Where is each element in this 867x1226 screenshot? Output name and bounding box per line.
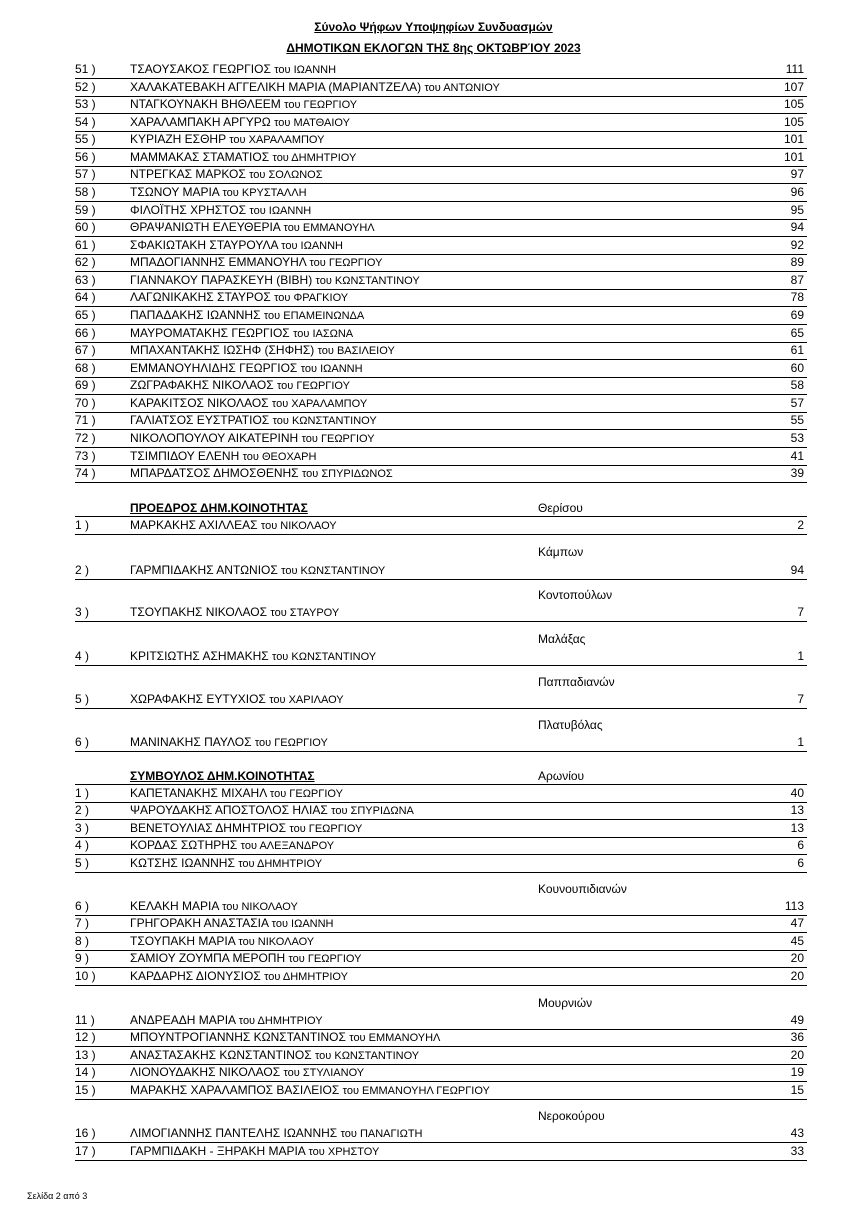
table-row bbox=[75, 802, 807, 820]
patronymic: του ΧΑΡΑΛΑΜΠΟΥ bbox=[271, 397, 368, 410]
row-number: 74 ) bbox=[75, 466, 96, 481]
table-row bbox=[75, 785, 807, 803]
candidate-name: ΜΠΟΥΝΤΡΟΓΙΑΝΝΗΣ ΚΩΝΣΤΑΝΤΙΝΟΣ bbox=[130, 1030, 346, 1044]
candidate-name: ΦΙΛΟΪΤΗΣ ΧΡΗΣΤΟΣ bbox=[130, 202, 247, 217]
vote-count: 6 bbox=[797, 856, 804, 870]
patronymic: του ΝΙΚΟΛΑΟΥ bbox=[238, 936, 315, 948]
row-number: 1 ) bbox=[75, 786, 90, 800]
candidate-cell bbox=[130, 237, 343, 254]
patronymic: του ΒΑΣΙΛΕΙΟΥ bbox=[317, 345, 395, 358]
patronymic: του ΕΜΜΑΝΟΥΗΛ bbox=[349, 1032, 441, 1044]
candidate-name: ΚΕΛΑΚΗ ΜΑΡΙΑ bbox=[130, 899, 219, 913]
row-number: 64 ) bbox=[75, 290, 96, 305]
location-label: Κοντοπούλων bbox=[538, 588, 613, 602]
candidate-name: ΚΑΡΑΚΙΤΣΟΣ ΝΙΚΟΛΑΟΣ bbox=[130, 395, 269, 410]
candidate-name: ΛΙΟΝΟΥΔΑΚΗΣ ΝΙΚΟΛΑΟΣ bbox=[130, 1065, 281, 1079]
row-number: 5 ) bbox=[75, 856, 90, 870]
row-number: 8 ) bbox=[75, 934, 90, 948]
table-row bbox=[75, 254, 807, 272]
candidate-cell bbox=[130, 837, 334, 854]
patronymic: του ΙΑΣΩΝΑ bbox=[293, 327, 354, 340]
candidate-cell bbox=[130, 1012, 323, 1029]
patronymic: του ΣΤΑΥΡΟΥ bbox=[270, 607, 340, 619]
row-number: 56 ) bbox=[75, 149, 96, 164]
row-number: 5 ) bbox=[75, 692, 90, 706]
candidate-name: ΤΣΙΜΠΙΔΟΥ ΕΛΕΝΗ bbox=[130, 448, 240, 463]
table-row bbox=[75, 465, 807, 483]
location-label: Θερίσου bbox=[538, 501, 583, 515]
page-title: Σύνολο Ψήφων Υποψηφίων Συνδυασμών bbox=[314, 20, 553, 34]
vote-count: 43 bbox=[790, 1126, 804, 1140]
patronymic: του ΕΜΜΑΝΟΥΗΛ ΓΕΩΡΓΙΟΥ bbox=[342, 1085, 490, 1097]
candidate-name: ΜΑΡΑΚΗΣ ΧΑΡΑΛΑΜΠΟΣ ΒΑΣΙΛΕΙΟΣ bbox=[130, 1083, 340, 1097]
location-label: Νεροκούρου bbox=[538, 1109, 605, 1123]
row-number: 2 ) bbox=[75, 803, 90, 817]
candidate-cell bbox=[130, 360, 363, 377]
vote-count: 95 bbox=[790, 202, 804, 217]
patronymic: του ΝΙΚΟΛΑΟΥ bbox=[222, 901, 298, 913]
vote-count: 41 bbox=[790, 448, 804, 463]
row-number: 4 ) bbox=[75, 838, 90, 852]
patronymic: του ΣΠΥΡΙΔΩΝΑ bbox=[331, 805, 414, 817]
candidate-name: ΤΣΩΝΟΥ ΜΑΡΙΑ bbox=[130, 184, 220, 199]
patronymic: του ΙΩΑΝΝΗ bbox=[249, 204, 312, 217]
patronymic: του ΔΗΜΗΤΡΙΟΥ bbox=[272, 151, 357, 164]
row-number: 63 ) bbox=[75, 272, 96, 287]
row-number: 6 ) bbox=[75, 735, 90, 749]
table-row bbox=[75, 1143, 807, 1161]
patronymic: του ΣΠΥΡΙΔΩΝΟΣ bbox=[301, 468, 393, 481]
table-row bbox=[75, 377, 807, 395]
candidate-name: ΝΤΡΕΓΚΑΣ ΜΑΡΚΟΣ bbox=[130, 167, 246, 182]
table-row bbox=[75, 360, 807, 378]
patronymic: του ΚΩΝΣΤΑΝΤΙΝΟΥ bbox=[272, 415, 377, 428]
patronymic: του ΚΩΝΣΤΑΝΤΙΝΟΥ bbox=[314, 1050, 420, 1062]
patronymic: του ΓΕΩΡΓΙΟΥ bbox=[288, 953, 362, 965]
candidate-name: ΠΑΠΑΔΑΚΗΣ ΙΩΑΝΝΗΣ bbox=[130, 307, 261, 322]
candidate-cell bbox=[130, 933, 314, 950]
row-number: 52 ) bbox=[75, 79, 96, 94]
candidate-cell bbox=[130, 289, 348, 306]
vote-count: 40 bbox=[790, 786, 804, 800]
candidate-name: ΓΑΡΜΠΙΔΑΚΗ - ΞΗΡΑΚΗ ΜΑΡΙΑ bbox=[130, 1144, 306, 1158]
table-row bbox=[75, 691, 807, 709]
candidate-cell bbox=[130, 562, 385, 579]
row-number: 57 ) bbox=[75, 167, 96, 182]
vote-count: 65 bbox=[790, 325, 804, 340]
table-row bbox=[75, 1029, 807, 1047]
row-number: 70 ) bbox=[75, 395, 96, 410]
vote-count: 13 bbox=[790, 803, 804, 817]
table-row bbox=[75, 184, 807, 202]
vote-count: 60 bbox=[790, 360, 804, 375]
candidate-cell bbox=[130, 219, 375, 236]
table-row bbox=[75, 96, 807, 114]
patronymic: του ΓΕΩΡΓΙΟΥ bbox=[276, 380, 350, 393]
row-number: 6 ) bbox=[75, 899, 90, 913]
table-row bbox=[75, 915, 807, 933]
candidate-cell bbox=[130, 61, 336, 78]
vote-count: 78 bbox=[790, 290, 804, 305]
table-row bbox=[75, 734, 807, 752]
vote-count: 49 bbox=[790, 1013, 804, 1027]
vote-count: 20 bbox=[790, 951, 804, 965]
row-number: 60 ) bbox=[75, 220, 96, 235]
table-row bbox=[75, 933, 807, 951]
table-row bbox=[75, 1125, 807, 1143]
vote-count: 45 bbox=[790, 934, 804, 948]
row-number: 7 ) bbox=[75, 916, 90, 930]
candidate-cell bbox=[130, 802, 414, 819]
vote-count: 57 bbox=[790, 395, 804, 410]
candidate-name: ΜΑΥΡΟΜΑΤΑΚΗΣ ΓΕΩΡΓΙΟΣ bbox=[130, 325, 290, 340]
candidate-name: ΜΑΜΜΑΚΑΣ ΣΤΑΜΑΤΙΟΣ bbox=[130, 149, 270, 164]
candidate-name: ΑΝΔΡΕΑΔΗ ΜΑΡΙΑ bbox=[130, 1013, 236, 1027]
patronymic: του ΓΕΩΡΓΙΟΥ bbox=[284, 99, 358, 112]
vote-count: 39 bbox=[790, 466, 804, 481]
candidate-name: ΚΟΡΔΑΣ ΣΩΤΗΡΗΣ bbox=[130, 838, 238, 852]
candidate-cell bbox=[130, 448, 316, 465]
vote-count: 1 bbox=[797, 649, 804, 663]
location-label: Κάμπων bbox=[538, 545, 584, 559]
candidate-name: ΛΙΜΟΓΙΑΝΝΗΣ ΠΑΝΤΕΛΗΣ ΙΩΑΝΝΗΣ bbox=[130, 1126, 338, 1140]
candidate-cell bbox=[130, 166, 323, 183]
patronymic: του ΝΙΚΟΛΑΟΥ bbox=[260, 520, 337, 532]
vote-count: 105 bbox=[783, 97, 804, 112]
row-number: 59 ) bbox=[75, 202, 96, 217]
vote-count: 20 bbox=[790, 1048, 804, 1062]
table-row bbox=[75, 1082, 807, 1100]
row-number: 58 ) bbox=[75, 184, 96, 199]
patronymic: του ΙΩΑΝΝΗ bbox=[300, 362, 363, 375]
patronymic: του ΜΑΤΘΑΙΟΥ bbox=[274, 116, 350, 129]
patronymic: του ΧΑΡΑΛΑΜΠΟΥ bbox=[229, 134, 325, 147]
candidate-name: ΝΤΑΓΚΟΥΝΑΚΗ ΒΗΘΛΕΕΜ bbox=[130, 97, 281, 112]
vote-count: 97 bbox=[790, 167, 804, 182]
candidate-cell bbox=[130, 517, 337, 534]
vote-count: 33 bbox=[790, 1144, 804, 1158]
candidate-name: ΓΑΛΙΑΤΣΟΣ ΕΥΣΤΡΑΤΙΟΣ bbox=[130, 413, 270, 428]
table-row bbox=[75, 562, 807, 580]
table-row bbox=[75, 820, 807, 838]
candidate-cell bbox=[130, 202, 311, 219]
candidate-name: ΓΙΑΝΝΑΚΟΥ ΠΑΡΑΣΚΕΥΗ (ΒΙΒΗ) bbox=[130, 272, 313, 287]
patronymic: του ΣΤΥΛΙΑΝΟΥ bbox=[283, 1067, 365, 1079]
candidate-name: ΨΑΡΟΥΔΑΚΗΣ ΑΠΟΣΤΟΛΟΣ ΗΛΙΑΣ bbox=[130, 803, 328, 817]
row-number: 51 ) bbox=[75, 62, 96, 76]
candidate-name: ΧΑΡΑΛΑΜΠΑΚΗ ΑΡΓΥΡΩ bbox=[130, 114, 271, 129]
patronymic: του ΚΩΝΣΤΑΝΤΙΝΟΥ bbox=[315, 274, 420, 287]
candidate-cell bbox=[130, 184, 307, 201]
row-number: 11 ) bbox=[75, 1013, 95, 1027]
vote-count: 89 bbox=[790, 255, 804, 270]
candidate-name: ΤΣΑΟΥΣΑΚΟΣ ΓΕΩΡΓΙΟΣ bbox=[130, 62, 271, 76]
candidate-name: ΜΑΝΙΝΑΚΗΣ ΠΑΥΛΟΣ bbox=[130, 735, 252, 749]
patronymic: του ΦΡΑΓΚΙΟΥ bbox=[274, 292, 349, 305]
vote-count: 87 bbox=[790, 272, 804, 287]
candidate-cell bbox=[130, 114, 350, 131]
patronymic: του ΙΩΑΝΝΗ bbox=[271, 918, 334, 930]
candidate-cell bbox=[130, 307, 364, 324]
patronymic: του ΔΗΜΗΤΡΙΟΥ bbox=[238, 1015, 323, 1027]
vote-count: 69 bbox=[790, 307, 804, 322]
candidate-cell bbox=[130, 1047, 419, 1064]
vote-count: 36 bbox=[790, 1030, 804, 1044]
patronymic: του ΚΩΝΣΤΑΝΤΙΝΟΥ bbox=[281, 565, 386, 577]
vote-count: 7 bbox=[797, 692, 804, 706]
table-row bbox=[75, 272, 807, 290]
vote-count: 55 bbox=[790, 413, 804, 428]
vote-count: 101 bbox=[783, 132, 804, 147]
candidate-cell bbox=[130, 898, 298, 915]
candidate-cell bbox=[130, 465, 393, 482]
candidate-cell bbox=[130, 968, 348, 985]
vote-count: 13 bbox=[790, 821, 804, 835]
location-label: Μαλάξας bbox=[538, 632, 586, 646]
table-row bbox=[75, 430, 807, 448]
patronymic: του ΧΑΡΙΛΑΟΥ bbox=[269, 694, 344, 706]
location-label: Αρωνίου bbox=[538, 769, 585, 783]
candidate-name: ΖΩΓΡΑΦΑΚΗΣ ΝΙΚΟΛΑΟΣ bbox=[130, 378, 274, 393]
table-row bbox=[75, 307, 807, 325]
patronymic: του ΔΗΜΗΤΡΙΟΥ bbox=[238, 858, 323, 870]
candidate-name: ΓΑΡΜΠΙΔΑΚΗΣ ΑΝΤΩΝΙΟΣ bbox=[130, 563, 278, 577]
table-row bbox=[75, 950, 807, 968]
location-label: Παππαδιανών bbox=[538, 675, 615, 689]
candidate-name: ΧΑΛΑΚΑΤΕΒΑΚΗ ΑΓΓΕΛΙΚΗ ΜΑΡΙΑ (ΜΑΡΙΑΝΤΖΕΛΑ) bbox=[130, 79, 422, 94]
table-row bbox=[75, 517, 807, 535]
row-number: 17 ) bbox=[75, 1144, 96, 1158]
patronymic: του ΙΩΑΝΝΗ bbox=[274, 64, 337, 76]
candidate-name: ΤΣΟΥΠΑΚΗ ΜΑΡΙΑ bbox=[130, 934, 236, 948]
patronymic: του ΑΝΤΩΝΙΟΥ bbox=[424, 81, 500, 94]
candidate-cell bbox=[130, 272, 420, 289]
candidate-cell bbox=[130, 734, 328, 751]
table-row bbox=[75, 237, 807, 255]
page-subtitle: ΔΗΜΟΤΙΚΩΝ ΕΚΛΟΓΩΝ ΤΗΣ 8ης ΟΚΤΩΒΡΊΟΥ 2023 bbox=[286, 41, 581, 55]
table-row bbox=[75, 604, 807, 622]
candidate-name: ΚΩΤΣΗΣ ΙΩΑΝΝΗΣ bbox=[130, 856, 235, 870]
table-row bbox=[75, 79, 807, 97]
row-number: 71 ) bbox=[75, 413, 96, 428]
table-row bbox=[75, 968, 807, 986]
row-number: 67 ) bbox=[75, 343, 96, 358]
row-number: 72 ) bbox=[75, 430, 96, 445]
vote-count: 94 bbox=[790, 563, 804, 577]
table-row bbox=[75, 219, 807, 237]
row-number: 54 ) bbox=[75, 114, 96, 129]
row-number: 16 ) bbox=[75, 1126, 96, 1140]
candidate-name: ΓΡΗΓΟΡΑΚΗ ΑΝΑΣΤΑΣΙΑ bbox=[130, 916, 269, 930]
vote-count: 113 bbox=[784, 899, 804, 913]
table-row bbox=[75, 855, 807, 873]
vote-count: 101 bbox=[783, 149, 804, 164]
patronymic: του ΕΠΑΜΕΙΝΩΝΔΑ bbox=[263, 309, 365, 322]
candidate-cell bbox=[130, 604, 339, 621]
candidate-name: ΘΡΑΨΑΝΙΩΤΗ ΕΛΕΥΘΕΡΙΑ bbox=[130, 220, 281, 235]
candidate-cell bbox=[130, 648, 376, 665]
row-number: 61 ) bbox=[75, 237, 96, 252]
candidate-cell bbox=[130, 395, 367, 412]
candidate-name: ΚΥΡΙΑΖΗ ΕΣΘΗΡ bbox=[130, 132, 226, 147]
candidate-name: ΒΕΝΕΤΟΥΛΙΑΣ ΔΗΜΗΤΡΙΟΣ bbox=[130, 821, 287, 835]
patronymic: του ΧΡΗΣΤΟΥ bbox=[308, 1146, 380, 1158]
candidate-cell bbox=[130, 785, 343, 802]
page-footer: Σελίδα 2 από 3 bbox=[27, 1191, 88, 1201]
candidate-cell bbox=[130, 820, 362, 837]
table-row bbox=[75, 131, 807, 149]
table-row bbox=[75, 1064, 807, 1082]
vote-count: 105 bbox=[783, 114, 804, 129]
vote-count: 53 bbox=[790, 430, 804, 445]
row-number: 68 ) bbox=[75, 360, 96, 375]
row-number: 73 ) bbox=[75, 448, 96, 463]
table-row bbox=[75, 395, 807, 413]
vote-count: 94 bbox=[790, 220, 804, 235]
candidate-cell bbox=[130, 96, 357, 113]
vote-count: 107 bbox=[783, 79, 804, 94]
row-number: 3 ) bbox=[75, 605, 90, 619]
patronymic: του ΔΗΜΗΤΡΙΟΥ bbox=[264, 971, 348, 983]
candidate-cell bbox=[130, 131, 324, 148]
candidate-name: ΚΡΙΤΣΙΩΤΗΣ ΑΣΗΜΑΚΗΣ bbox=[130, 649, 269, 663]
candidate-name: ΜΑΡΚΑΚΗΣ ΑΧΙΛΛΕΑΣ bbox=[130, 518, 258, 532]
table-row bbox=[75, 898, 807, 916]
candidate-cell bbox=[130, 950, 361, 967]
vote-count: 6 bbox=[797, 838, 804, 852]
patronymic: του ΚΩΝΣΤΑΝΤΙΝΟΥ bbox=[272, 651, 377, 663]
table-row bbox=[75, 149, 807, 167]
president-section-head bbox=[75, 501, 807, 517]
vote-count: 61 bbox=[790, 343, 804, 358]
advisor-section-head bbox=[75, 769, 807, 785]
candidate-name: ΣΦΑΚΙΩΤΑΚΗ ΣΤΑΥΡΟΥΛΑ bbox=[130, 237, 278, 252]
table-row bbox=[75, 448, 807, 466]
candidate-cell bbox=[130, 79, 500, 96]
patronymic: του ΘΕΟΧΑΡΗ bbox=[242, 450, 317, 463]
table-row bbox=[75, 166, 807, 184]
row-number: 66 ) bbox=[75, 325, 96, 340]
patronymic: του ΓΕΩΡΓΙΟΥ bbox=[289, 823, 363, 835]
table-row bbox=[75, 1047, 807, 1065]
candidate-name: ΝΙΚΟΛΟΠΟΥΛΟΥ ΑΙΚΑΤΕΡΙΝΗ bbox=[130, 430, 299, 445]
vote-count: 1 bbox=[797, 735, 804, 749]
vote-count: 111 bbox=[785, 62, 804, 76]
location-label: Πλατυβόλας bbox=[538, 718, 603, 732]
row-number: 12 ) bbox=[75, 1030, 96, 1044]
table-row bbox=[75, 114, 807, 132]
patronymic: του ΣΟΛΩΝΟΣ bbox=[249, 169, 323, 182]
patronymic: του ΓΕΩΡΓΙΟΥ bbox=[269, 788, 343, 800]
candidate-name: ΜΠΑΔΟΓΙΑΝΝΗΣ ΕΜΜΑΝΟΥΗΛ bbox=[130, 255, 307, 270]
row-number: 2 ) bbox=[75, 563, 90, 577]
row-number: 15 ) bbox=[75, 1083, 96, 1097]
candidate-cell bbox=[130, 254, 382, 271]
row-number: 53 ) bbox=[75, 97, 96, 112]
row-number: 13 ) bbox=[75, 1048, 96, 1062]
vote-count: 7 bbox=[797, 605, 804, 619]
table-row bbox=[75, 342, 807, 360]
row-number: 1 ) bbox=[75, 518, 90, 532]
candidate-name: ΤΣΟΥΠΑΚΗΣ ΝΙΚΟΛΑΟΣ bbox=[130, 605, 268, 619]
candidate-name: ΜΠΑΧΑΝΤΑΚΗΣ ΙΩΣΗΦ (ΣΗΦΗΣ) bbox=[130, 343, 315, 358]
patronymic: του ΓΕΩΡΓΙΟΥ bbox=[309, 257, 383, 270]
patronymic: του ΑΛΕΞΑΝΔΡΟΥ bbox=[240, 840, 335, 852]
section-title: ΠΡΟΕΔΡΟΣ ΔΗΜ.ΚΟΙΝΟΤΗΤΑΣ bbox=[130, 501, 308, 515]
candidate-cell bbox=[130, 430, 375, 447]
row-number: 9 ) bbox=[75, 951, 90, 965]
candidate-name: ΣΑΜΙΟΥ ΖΟΥΜΠΑ ΜΕΡΟΠΗ bbox=[130, 951, 286, 965]
patronymic: του ΠΑΝΑΓΙΩΤΗ bbox=[340, 1128, 423, 1140]
table-row bbox=[75, 289, 807, 307]
candidate-name: ΚΑΠΕΤΑΝΑΚΗΣ ΜΙΧΑΗΛ bbox=[130, 786, 267, 800]
row-number: 65 ) bbox=[75, 307, 96, 322]
patronymic: του ΕΜΜΑΝΟΥΗΛ bbox=[283, 222, 375, 235]
section-title: ΣΥΜΒΟΥΛΟΣ ΔΗΜ.ΚΟΙΝΟΤΗΤΑΣ bbox=[130, 769, 315, 783]
table-row bbox=[75, 202, 807, 220]
candidate-name: ΚΑΡΔΑΡΗΣ ΔΙΟΝΥΣΙΟΣ bbox=[130, 969, 261, 983]
candidate-cell bbox=[130, 412, 377, 429]
vote-count: 92 bbox=[790, 237, 804, 252]
row-number: 55 ) bbox=[75, 132, 96, 147]
row-number: 69 ) bbox=[75, 378, 96, 393]
candidate-cell bbox=[130, 691, 344, 708]
vote-count: 2 bbox=[797, 518, 804, 532]
candidate-name: ΜΠΑΡΔΑΤΣΟΣ ΔΗΜΟΣΘΕΝΗΣ bbox=[130, 466, 299, 481]
table-row bbox=[75, 837, 807, 855]
location-label: Μουρνιών bbox=[538, 996, 593, 1010]
vote-count: 15 bbox=[790, 1083, 804, 1097]
candidate-cell bbox=[130, 342, 395, 359]
row-number: 10 ) bbox=[75, 969, 96, 983]
candidate-cell bbox=[130, 915, 333, 932]
table-row bbox=[75, 325, 807, 343]
vote-count: 20 bbox=[790, 969, 804, 983]
patronymic: του ΓΕΩΡΓΙΟΥ bbox=[301, 432, 375, 445]
vote-count: 96 bbox=[790, 184, 804, 199]
table-row bbox=[75, 412, 807, 430]
candidate-cell bbox=[130, 1029, 440, 1046]
row-number: 4 ) bbox=[75, 649, 90, 663]
location-label: Κουνουπιδιανών bbox=[538, 882, 627, 896]
candidate-cell bbox=[130, 325, 353, 342]
table-row bbox=[75, 61, 807, 79]
row-number: 3 ) bbox=[75, 821, 90, 835]
candidate-cell bbox=[130, 1082, 490, 1099]
row-number: 14 ) bbox=[75, 1065, 96, 1079]
candidate-cell bbox=[130, 1143, 379, 1160]
patronymic: του ΙΩΑΝΝΗ bbox=[281, 239, 343, 252]
candidate-cell bbox=[130, 377, 350, 394]
patronymic: του ΓΕΩΡΓΙΟΥ bbox=[254, 737, 328, 749]
table-row bbox=[75, 648, 807, 666]
row-number: 62 ) bbox=[75, 255, 96, 270]
vote-count: 19 bbox=[790, 1065, 804, 1079]
candidate-name: ΑΝΑΣΤΑΣΑΚΗΣ ΚΩΝΣΤΑΝΤΙΝΟΣ bbox=[130, 1048, 312, 1062]
candidate-cell bbox=[130, 1064, 364, 1081]
candidate-name: ΕΜΜΑΝΟΥΗΛΙΔΗΣ ΓΕΩΡΓΙΟΣ bbox=[130, 360, 298, 375]
candidate-name: ΛΑΓΩΝΙΚΑΚΗΣ ΣΤΑΥΡΟΣ bbox=[130, 290, 271, 305]
patronymic: του ΚΡΥΣΤΑΛΛΗ bbox=[222, 186, 307, 199]
table-row bbox=[75, 1012, 807, 1030]
candidate-cell bbox=[130, 149, 356, 166]
vote-count: 58 bbox=[790, 378, 804, 393]
candidate-name: ΧΩΡΑΦΑΚΗΣ ΕΥΤΥΧΙΟΣ bbox=[130, 692, 266, 706]
vote-count: 47 bbox=[790, 916, 804, 930]
candidate-cell bbox=[130, 1125, 423, 1142]
candidate-cell bbox=[130, 855, 322, 872]
